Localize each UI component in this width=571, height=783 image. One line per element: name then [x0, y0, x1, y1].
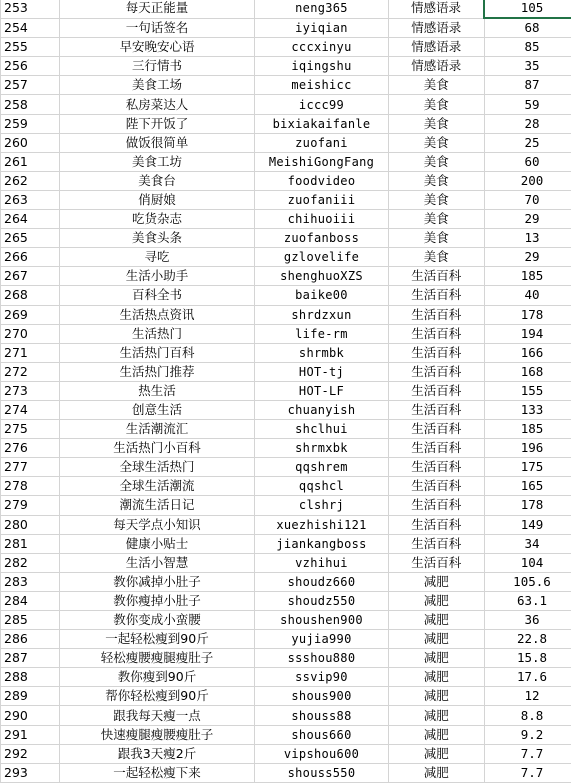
account-name-cell[interactable]: 健康小贴士 — [60, 534, 255, 553]
category-cell[interactable]: 减肥 — [389, 572, 485, 591]
row-index-cell[interactable]: 267 — [1, 267, 60, 286]
account-name-cell[interactable]: 创意生活 — [60, 400, 255, 419]
row-index-cell[interactable]: 261 — [1, 152, 60, 171]
account-name-cell[interactable]: 一起轻松瘦下来 — [60, 763, 255, 782]
account-name-cell[interactable]: 帮你轻松瘦到90斤 — [60, 687, 255, 706]
account-id-cell[interactable]: shoudz660 — [255, 572, 389, 591]
category-cell[interactable]: 减肥 — [389, 649, 485, 668]
row-index-cell[interactable]: 259 — [1, 114, 60, 133]
row-index-cell[interactable]: 253 — [1, 0, 60, 18]
value-cell[interactable]: 175 — [484, 458, 571, 477]
table-row — [1, 420, 571, 439]
account-id-cell[interactable]: gzlovelife — [255, 248, 389, 267]
account-id-cell[interactable]: shoudz550 — [255, 591, 389, 610]
row-index-cell[interactable]: 268 — [1, 286, 60, 305]
category-cell[interactable]: 减肥 — [389, 668, 485, 687]
account-name-cell[interactable]: 生活热门推荐 — [60, 362, 255, 381]
account-id-cell[interactable]: iccc99 — [255, 95, 389, 114]
category-cell[interactable]: 生活百科 — [389, 400, 485, 419]
table-row — [1, 591, 571, 610]
row-index-cell[interactable]: 284 — [1, 591, 60, 610]
value-cell[interactable]: 60 — [484, 152, 571, 171]
table-row — [1, 725, 571, 744]
category-cell[interactable]: 生活百科 — [389, 324, 485, 343]
value-cell[interactable]: 29 — [484, 248, 571, 267]
value-cell[interactable]: 9.2 — [484, 725, 571, 744]
table-row — [1, 133, 571, 152]
account-name-cell[interactable]: 快速瘦腿瘦腰瘦肚子 — [60, 725, 255, 744]
value-cell[interactable]: 40 — [484, 286, 571, 305]
category-cell[interactable]: 减肥 — [389, 725, 485, 744]
account-name-cell[interactable]: 生活热点资讯 — [60, 305, 255, 324]
table-row — [1, 649, 571, 668]
account-id-cell[interactable]: shrdzxun — [255, 305, 389, 324]
value-cell[interactable]: 8.8 — [484, 706, 571, 725]
account-id-cell[interactable]: baike00 — [255, 286, 389, 305]
category-cell[interactable]: 美食 — [389, 76, 485, 95]
table-row — [1, 38, 571, 57]
category-cell[interactable]: 生活百科 — [389, 286, 485, 305]
account-name-cell[interactable]: 一起轻松瘦到90斤 — [60, 630, 255, 649]
account-id-cell[interactable]: shouss88 — [255, 706, 389, 725]
value-cell[interactable]: 36 — [484, 611, 571, 630]
row-index-cell[interactable]: 288 — [1, 668, 60, 687]
account-name-cell[interactable]: 每天学点小知识 — [60, 515, 255, 534]
value-cell[interactable]: 70 — [484, 190, 571, 209]
value-cell[interactable]: 178 — [484, 305, 571, 324]
value-cell[interactable]: 68 — [484, 18, 571, 38]
table-row — [1, 381, 571, 400]
value-cell[interactable]: 34 — [484, 534, 571, 553]
table-row — [1, 190, 571, 209]
account-id-cell[interactable]: vzhihui — [255, 553, 389, 572]
account-id-cell[interactable]: bixiakaifanle — [255, 114, 389, 133]
table-row — [1, 439, 571, 458]
table-row — [1, 18, 571, 38]
category-cell[interactable]: 美食 — [389, 210, 485, 229]
table-row — [1, 57, 571, 76]
account-name-cell[interactable]: 生活小助手 — [60, 267, 255, 286]
account-id-cell[interactable]: shclhui — [255, 420, 389, 439]
account-name-cell[interactable]: 三行情书 — [60, 57, 255, 76]
category-cell[interactable]: 美食 — [389, 152, 485, 171]
account-id-cell[interactable]: HOT-LF — [255, 381, 389, 400]
value-cell[interactable]: 105 — [484, 0, 571, 18]
row-index-cell[interactable]: 271 — [1, 343, 60, 362]
row-index-cell[interactable]: 257 — [1, 76, 60, 95]
row-index-cell[interactable]: 255 — [1, 38, 60, 57]
value-cell[interactable]: 13 — [484, 229, 571, 248]
account-id-cell[interactable]: HOT-tj — [255, 362, 389, 381]
table-row — [1, 534, 571, 553]
category-cell[interactable]: 情感语录 — [389, 57, 485, 76]
account-id-cell[interactable]: shenghuoXZS — [255, 267, 389, 286]
row-index-cell[interactable]: 287 — [1, 649, 60, 668]
row-index-cell[interactable]: 279 — [1, 496, 60, 515]
category-cell[interactable]: 生活百科 — [389, 458, 485, 477]
row-index-cell[interactable]: 262 — [1, 171, 60, 190]
value-cell[interactable]: 7.7 — [484, 763, 571, 782]
table-row — [1, 515, 571, 534]
category-cell[interactable]: 情感语录 — [389, 38, 485, 57]
category-cell[interactable]: 美食 — [389, 133, 485, 152]
row-index-cell[interactable]: 275 — [1, 420, 60, 439]
account-name-cell[interactable]: 潮流生活日记 — [60, 496, 255, 515]
row-index-cell[interactable]: 254 — [1, 18, 60, 38]
account-name-cell[interactable]: 热生活 — [60, 381, 255, 400]
row-index-cell[interactable]: 291 — [1, 725, 60, 744]
account-id-cell[interactable]: ssvip90 — [255, 668, 389, 687]
account-id-cell[interactable]: life-rm — [255, 324, 389, 343]
row-index-cell[interactable]: 282 — [1, 553, 60, 572]
account-id-cell[interactable]: iyiqian — [255, 18, 389, 38]
row-index-cell[interactable]: 283 — [1, 572, 60, 591]
row-index-cell[interactable]: 264 — [1, 210, 60, 229]
category-cell[interactable]: 减肥 — [389, 611, 485, 630]
value-cell[interactable]: 87 — [484, 76, 571, 95]
value-cell[interactable]: 29 — [484, 210, 571, 229]
category-cell[interactable]: 生活百科 — [389, 343, 485, 362]
value-cell[interactable]: 22.8 — [484, 630, 571, 649]
account-id-cell[interactable]: vipshou600 — [255, 744, 389, 763]
table-row — [1, 171, 571, 190]
row-index-cell[interactable]: 256 — [1, 57, 60, 76]
account-name-cell[interactable]: 私房菜达人 — [60, 95, 255, 114]
row-index-cell[interactable]: 276 — [1, 439, 60, 458]
account-id-cell[interactable]: yujia990 — [255, 630, 389, 649]
value-cell[interactable]: 178 — [484, 496, 571, 515]
account-name-cell[interactable]: 生活小智慧 — [60, 553, 255, 572]
value-cell[interactable]: 155 — [484, 381, 571, 400]
account-id-cell[interactable]: shoushen900 — [255, 611, 389, 630]
account-name-cell[interactable]: 轻松瘦腰瘦腿瘦肚子 — [60, 649, 255, 668]
row-index-cell[interactable]: 290 — [1, 706, 60, 725]
category-cell[interactable]: 美食 — [389, 190, 485, 209]
row-index-cell[interactable]: 258 — [1, 95, 60, 114]
category-cell[interactable]: 减肥 — [389, 744, 485, 763]
row-index-cell[interactable]: 266 — [1, 248, 60, 267]
category-cell[interactable]: 减肥 — [389, 630, 485, 649]
table-row — [1, 553, 571, 572]
account-name-cell[interactable]: 全球生活热门 — [60, 458, 255, 477]
table-row — [1, 210, 571, 229]
account-id-cell[interactable]: chuanyish — [255, 400, 389, 419]
account-id-cell[interactable]: shrmbk — [255, 343, 389, 362]
row-index-cell[interactable]: 285 — [1, 611, 60, 630]
category-cell[interactable]: 生活百科 — [389, 439, 485, 458]
account-id-cell[interactable]: ssshou880 — [255, 649, 389, 668]
table-row — [1, 324, 571, 343]
table-row — [1, 611, 571, 630]
category-cell[interactable]: 美食 — [389, 95, 485, 114]
row-index-cell[interactable]: 278 — [1, 477, 60, 496]
account-name-cell[interactable]: 生活热门 — [60, 324, 255, 343]
row-index-cell[interactable]: 292 — [1, 744, 60, 763]
row-index-cell[interactable]: 269 — [1, 305, 60, 324]
account-name-cell[interactable]: 美食头条 — [60, 229, 255, 248]
account-id-cell[interactable]: shous900 — [255, 687, 389, 706]
row-index-cell[interactable]: 263 — [1, 190, 60, 209]
table-row — [1, 76, 571, 95]
table-row — [1, 744, 571, 763]
account-id-cell[interactable]: xuezhishi121 — [255, 515, 389, 534]
table-row — [1, 343, 571, 362]
value-cell[interactable]: 133 — [484, 400, 571, 419]
table-row — [1, 496, 571, 515]
account-id-cell[interactable]: meishicc — [255, 76, 389, 95]
account-name-cell[interactable]: 一句话签名 — [60, 18, 255, 38]
table-row — [1, 267, 571, 286]
account-id-cell[interactable]: neng365 — [255, 0, 389, 18]
row-index-cell[interactable]: 274 — [1, 400, 60, 419]
row-index-cell[interactable]: 270 — [1, 324, 60, 343]
table-row — [1, 400, 571, 419]
category-cell[interactable]: 美食 — [389, 248, 485, 267]
category-cell[interactable]: 美食 — [389, 171, 485, 190]
row-index-cell[interactable]: 280 — [1, 515, 60, 534]
row-index-cell[interactable]: 277 — [1, 458, 60, 477]
account-id-cell[interactable]: zuofani — [255, 133, 389, 152]
table-row — [1, 286, 571, 305]
account-id-cell[interactable]: shouss550 — [255, 763, 389, 782]
account-id-cell[interactable]: MeishiGongFang — [255, 152, 389, 171]
category-cell[interactable]: 情感语录 — [389, 18, 485, 38]
spreadsheet-body — [1, 0, 571, 782]
value-cell[interactable]: 104 — [484, 553, 571, 572]
value-cell[interactable]: 12 — [484, 687, 571, 706]
category-cell[interactable]: 减肥 — [389, 763, 485, 782]
account-id-cell[interactable]: zuofanboss — [255, 229, 389, 248]
category-cell[interactable]: 生活百科 — [389, 420, 485, 439]
value-cell[interactable]: 185 — [484, 267, 571, 286]
account-name-cell[interactable]: 早安晚安心语 — [60, 38, 255, 57]
value-cell[interactable]: 63.1 — [484, 591, 571, 610]
value-cell[interactable]: 17.6 — [484, 668, 571, 687]
account-id-cell[interactable]: qqshcl — [255, 477, 389, 496]
category-cell[interactable]: 生活百科 — [389, 553, 485, 572]
account-name-cell[interactable]: 吃货杂志 — [60, 210, 255, 229]
table-row — [1, 763, 571, 782]
value-cell[interactable]: 35 — [484, 57, 571, 76]
value-cell[interactable]: 185 — [484, 420, 571, 439]
table-row — [1, 687, 571, 706]
account-id-cell[interactable]: foodvideo — [255, 171, 389, 190]
table-row — [1, 229, 571, 248]
value-cell[interactable]: 168 — [484, 362, 571, 381]
account-name-cell[interactable]: 跟我每天瘦一点 — [60, 706, 255, 725]
account-name-cell[interactable]: 每天正能量 — [60, 0, 255, 18]
category-cell[interactable]: 生活百科 — [389, 305, 485, 324]
table-row — [1, 668, 571, 687]
account-name-cell[interactable]: 教你瘦到90斤 — [60, 668, 255, 687]
category-cell[interactable]: 生活百科 — [389, 362, 485, 381]
account-name-cell[interactable]: 美食工坊 — [60, 152, 255, 171]
table-row — [1, 706, 571, 725]
account-name-cell[interactable]: 全球生活潮流 — [60, 477, 255, 496]
account-name-cell[interactable]: 生活热门小百科 — [60, 439, 255, 458]
row-index-cell[interactable]: 286 — [1, 630, 60, 649]
account-name-cell[interactable]: 教你变成小蛮腰 — [60, 611, 255, 630]
table-row — [1, 630, 571, 649]
account-name-cell[interactable]: 生活热门百科 — [60, 343, 255, 362]
account-name-cell[interactable]: 教你减掉小肚子 — [60, 572, 255, 591]
account-id-cell[interactable]: shrmxbk — [255, 439, 389, 458]
table-row — [1, 458, 571, 477]
table-row — [1, 0, 571, 18]
account-name-cell[interactable]: 生活潮流汇 — [60, 420, 255, 439]
category-cell[interactable]: 美食 — [389, 114, 485, 133]
row-index-cell[interactable]: 260 — [1, 133, 60, 152]
value-cell[interactable]: 166 — [484, 343, 571, 362]
row-index-cell[interactable]: 289 — [1, 687, 60, 706]
category-cell[interactable]: 生活百科 — [389, 381, 485, 400]
account-id-cell[interactable]: clshrj — [255, 496, 389, 515]
account-name-cell[interactable]: 美食工场 — [60, 76, 255, 95]
account-id-cell[interactable]: zuofaniii — [255, 190, 389, 209]
account-name-cell[interactable]: 百科全书 — [60, 286, 255, 305]
account-id-cell[interactable]: cccxinyu — [255, 38, 389, 57]
category-cell[interactable]: 生活百科 — [389, 267, 485, 286]
value-cell[interactable]: 15.8 — [484, 649, 571, 668]
category-cell[interactable]: 生活百科 — [389, 534, 485, 553]
value-cell[interactable]: 200 — [484, 171, 571, 190]
account-name-cell[interactable]: 教你瘦掉小肚子 — [60, 591, 255, 610]
category-cell[interactable]: 美食 — [389, 229, 485, 248]
value-cell[interactable]: 194 — [484, 324, 571, 343]
value-cell[interactable]: 105.6 — [484, 572, 571, 591]
value-cell[interactable]: 25 — [484, 133, 571, 152]
table-row — [1, 95, 571, 114]
account-name-cell[interactable]: 俏厨娘 — [60, 190, 255, 209]
value-cell[interactable]: 149 — [484, 515, 571, 534]
value-cell[interactable]: 28 — [484, 114, 571, 133]
category-cell[interactable]: 生活百科 — [389, 515, 485, 534]
category-cell[interactable]: 减肥 — [389, 687, 485, 706]
table-row — [1, 114, 571, 133]
account-name-cell[interactable]: 寻吃 — [60, 248, 255, 267]
category-cell[interactable]: 减肥 — [389, 706, 485, 725]
account-name-cell[interactable]: 跟我3天瘦2斤 — [60, 744, 255, 763]
category-cell[interactable]: 生活百科 — [389, 496, 485, 515]
row-index-cell[interactable]: 272 — [1, 362, 60, 381]
value-cell[interactable]: 165 — [484, 477, 571, 496]
value-cell[interactable]: 196 — [484, 439, 571, 458]
account-name-cell[interactable]: 做饭很简单 — [60, 133, 255, 152]
table-row — [1, 362, 571, 381]
account-id-cell[interactable]: chihuoiii — [255, 210, 389, 229]
account-name-cell[interactable]: 美食台 — [60, 171, 255, 190]
row-index-cell[interactable]: 273 — [1, 381, 60, 400]
category-cell[interactable]: 生活百科 — [389, 477, 485, 496]
table-row — [1, 152, 571, 171]
value-cell[interactable]: 7.7 — [484, 744, 571, 763]
value-cell[interactable]: 85 — [484, 38, 571, 57]
value-cell[interactable]: 59 — [484, 95, 571, 114]
row-index-cell[interactable]: 293 — [1, 763, 60, 782]
table-row — [1, 305, 571, 324]
table-row — [1, 248, 571, 267]
account-name-cell[interactable]: 陛下开饭了 — [60, 114, 255, 133]
account-id-cell[interactable]: shous660 — [255, 725, 389, 744]
account-id-cell[interactable]: iqingshu — [255, 57, 389, 76]
category-cell[interactable]: 情感语录 — [389, 0, 485, 18]
table-row — [1, 477, 571, 496]
row-index-cell[interactable]: 281 — [1, 534, 60, 553]
category-cell[interactable]: 减肥 — [389, 591, 485, 610]
account-id-cell[interactable]: jiankangboss — [255, 534, 389, 553]
account-id-cell[interactable]: qqshrem — [255, 458, 389, 477]
row-index-cell[interactable]: 265 — [1, 229, 60, 248]
table-row — [1, 572, 571, 591]
